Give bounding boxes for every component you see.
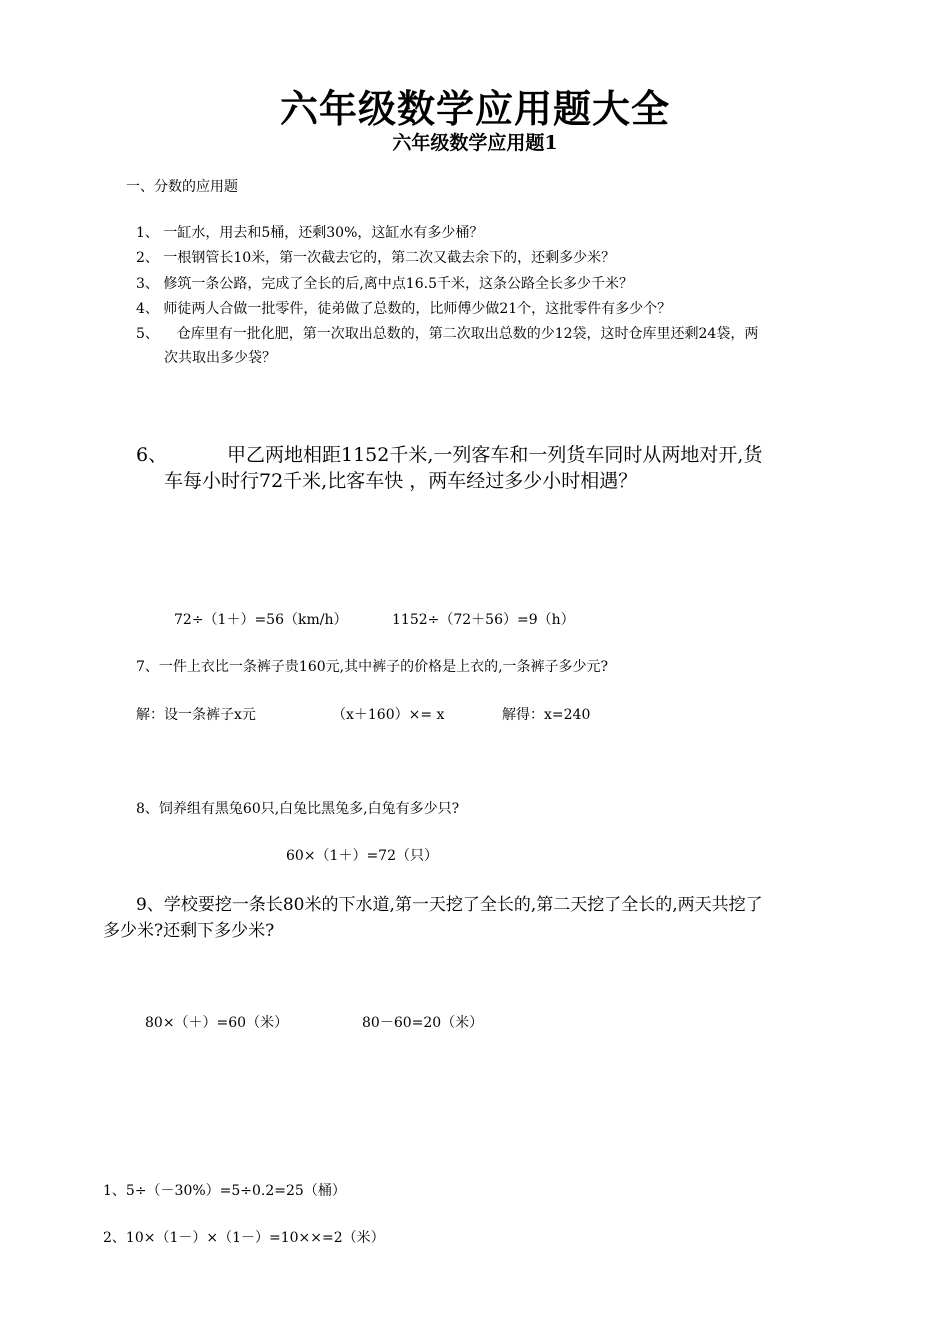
question-6-number: 6、 (136, 444, 168, 466)
document-subtitle: 六年级数学应用题1 (392, 132, 558, 154)
question-8-work: 60×（1＋）=72（只） (286, 848, 438, 864)
question-1: 1、 一缸水，用去和5桶，还剩30%，这缸水有多少桶？ (136, 225, 484, 241)
question-5-line-1: 5、 仓库里有一批化肥，第一次取出总数的，第二次取出总数的少12袋，这时仓库里还剩24袋，两 (136, 326, 759, 342)
question-5-line-2: 次共取出多少袋？ (164, 350, 276, 366)
question-9-work-a: 80×（＋）=60（米） (145, 1015, 289, 1031)
question-3: 3、 修筑一条公路，完成了全长的后,离中点16.5千米，这条公路全长多少千米？ (136, 276, 633, 292)
question-6-line-1: 甲乙两地相距1152千米,一列客车和一列货车同时从两地对开,货 (227, 444, 763, 466)
document-title: 六年级数学应用题大全 (279, 86, 670, 131)
question-7-work-c: 解得：x=240 (502, 707, 591, 723)
question-6-work-b: 1152÷（72＋56）=9（h） (392, 612, 575, 628)
question-7-work-b: （x＋160）×= x (332, 707, 445, 723)
question-4: 4、 师徒两人合做一批零件，徒弟做了总数的，比师傅少做21个，这批零件有多少个？ (136, 301, 672, 317)
question-9-line-2: 多少米?还剩下多少米? (103, 921, 275, 941)
question-8: 8、饲养组有黑兔60只,白兔比黑兔多,白兔有多少只? (136, 801, 460, 817)
answer-1: 1、5÷（－30%）=5÷0.2=25（桶） (103, 1183, 346, 1199)
question-6-line-2: 车每小时行72千米,比客车快 ，两车经过多少小时相遇？ (164, 470, 638, 492)
question-7-work-a: 解：设一条裤子x元 (136, 707, 256, 723)
question-2: 2、 一根钢管长10米，第一次截去它的，第二次又截去余下的，还剩多少米？ (136, 250, 616, 266)
answer-2: 2、10×（1－）×（1－）=10××=2（米） (103, 1230, 385, 1246)
question-6-work-a: 72÷（1＋）=56（km/h） (174, 612, 348, 628)
question-9-line-1: 9、学校要挖一条长80米的下水道,第一天挖了全长的,第二天挖了全长的,两天共挖了 (136, 895, 763, 915)
question-9-work-b: 80－60=20（米） (362, 1015, 484, 1031)
section-heading: 一、分数的应用题 (126, 179, 238, 195)
question-7: 7、一件上衣比一条裤子贵160元,其中裤子的价格是上衣的,一条裤子多少元? (136, 659, 609, 675)
